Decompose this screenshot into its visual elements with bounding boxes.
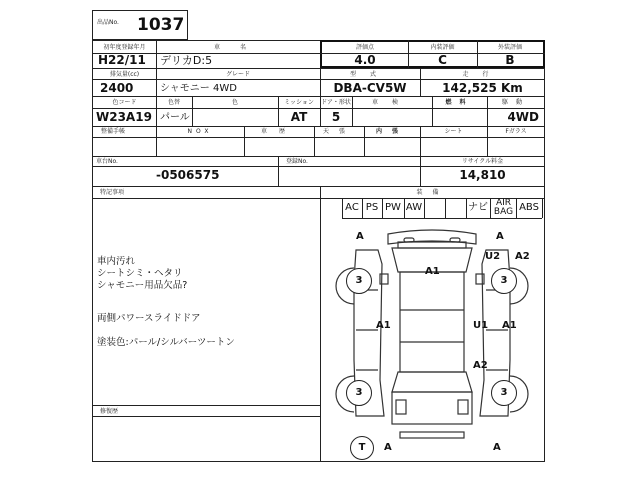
- chassis-value: -0506575: [156, 168, 220, 182]
- remark-line: シャモニー用品欠品?: [97, 280, 188, 291]
- registration-value: H22/11: [98, 53, 146, 67]
- tire-rear-left: 3: [346, 380, 372, 406]
- mark-front-right: A: [496, 231, 504, 242]
- inspection-label: 車検: [371, 99, 412, 106]
- interior-value: C: [438, 53, 447, 67]
- recycle-value: 14,810: [459, 168, 506, 182]
- lot-number: 1037: [137, 15, 185, 35]
- mileage-value: 142,525 Km: [442, 81, 523, 95]
- ceiling-label: 天張: [322, 128, 355, 135]
- color-value: パール: [160, 112, 190, 123]
- seat-label: シート: [444, 128, 463, 135]
- manual-label: 整備手帳: [100, 128, 125, 135]
- chassis-label: 車台No.: [96, 158, 118, 165]
- color-no-label: 色替: [167, 99, 180, 106]
- remark-line: 両側パワースライドドア: [97, 313, 201, 324]
- equipment-navi: ナビ: [468, 202, 488, 213]
- equipment-pw: PW: [385, 202, 401, 213]
- type-value: DBA-CV5W: [333, 81, 407, 95]
- type-label: 型式: [349, 71, 390, 78]
- recycle-label: リサイクル料金: [461, 158, 504, 165]
- remarks-label: 特記事項: [100, 189, 125, 196]
- drive-label: 駆動: [501, 99, 530, 106]
- lot-box: [92, 10, 188, 40]
- remark-line: 車内汚れ: [97, 256, 136, 267]
- repair-label: 修復歴: [100, 408, 119, 415]
- tire-front-left: 3: [346, 268, 372, 294]
- fuel-label: 燃料: [445, 99, 474, 106]
- mark-rear-right: A: [493, 442, 501, 453]
- doors-label: ドア・形状: [321, 99, 351, 106]
- displacement-label: 排気量(cc): [109, 71, 140, 78]
- transmission-label: ミッション: [284, 99, 314, 106]
- equipment-ac: AC: [345, 202, 359, 213]
- color-code-label: 色コード: [112, 99, 137, 106]
- mark-a2-right: A2: [515, 251, 530, 262]
- remark-line: シートシミ・ヘタリ: [97, 268, 183, 279]
- mark-rear-left: A: [384, 442, 392, 453]
- mark-a1-top: A1: [425, 266, 440, 277]
- tire-front-right: 3: [491, 268, 517, 294]
- interior-label: 内装評価: [430, 44, 455, 51]
- exterior-value: B: [505, 53, 515, 67]
- model-label: 車名: [213, 44, 266, 51]
- glass-label: Fガラス: [505, 128, 527, 135]
- equipment-ps: PS: [365, 202, 379, 213]
- mark-front-left: A: [356, 231, 364, 242]
- score-value: 4.0: [354, 53, 376, 67]
- grade-label: グレード: [225, 71, 250, 78]
- grade-value: シャモニー 4WD: [160, 83, 237, 94]
- car-diagram: [320, 220, 545, 462]
- registration-label: 初年度登録年月: [103, 44, 146, 51]
- equipment-label: 装備: [416, 189, 449, 196]
- color-code-value: W23A19: [96, 110, 152, 124]
- equipment-airbag: AIR BAG: [493, 198, 514, 217]
- lot-label: 出品No.: [97, 19, 119, 26]
- displacement-value: 2400: [100, 81, 134, 95]
- color-label: 色: [231, 99, 238, 106]
- lining-label: 内張: [375, 128, 408, 135]
- history-label: 車歴: [260, 128, 297, 135]
- spare-tire: T: [350, 436, 374, 460]
- mark-a1-left: A1: [376, 320, 391, 331]
- model-value: デリカD:5: [160, 54, 213, 67]
- nox-label: NOX: [187, 128, 213, 135]
- doors-value: 5: [331, 110, 341, 124]
- mark-u2: U2: [485, 251, 501, 262]
- mark-a2-rear: A2: [473, 360, 488, 371]
- drive-value: 4WD: [507, 110, 539, 124]
- equipment-abs: ABS: [519, 202, 539, 213]
- remark-line: 塗装色:パール/シルバーツートン: [97, 337, 235, 348]
- equipment-aw: AW: [405, 202, 423, 213]
- score-label: 評価点: [355, 44, 374, 51]
- transmission-value: AT: [290, 110, 308, 124]
- tire-rear-right: 3: [491, 380, 517, 406]
- exterior-label: 外装評価: [497, 44, 522, 51]
- regno-label: 登録No.: [286, 158, 308, 165]
- mileage-label: 走行: [462, 71, 503, 78]
- mark-a1-right: A1: [502, 320, 517, 331]
- mark-u1: U1: [473, 320, 489, 331]
